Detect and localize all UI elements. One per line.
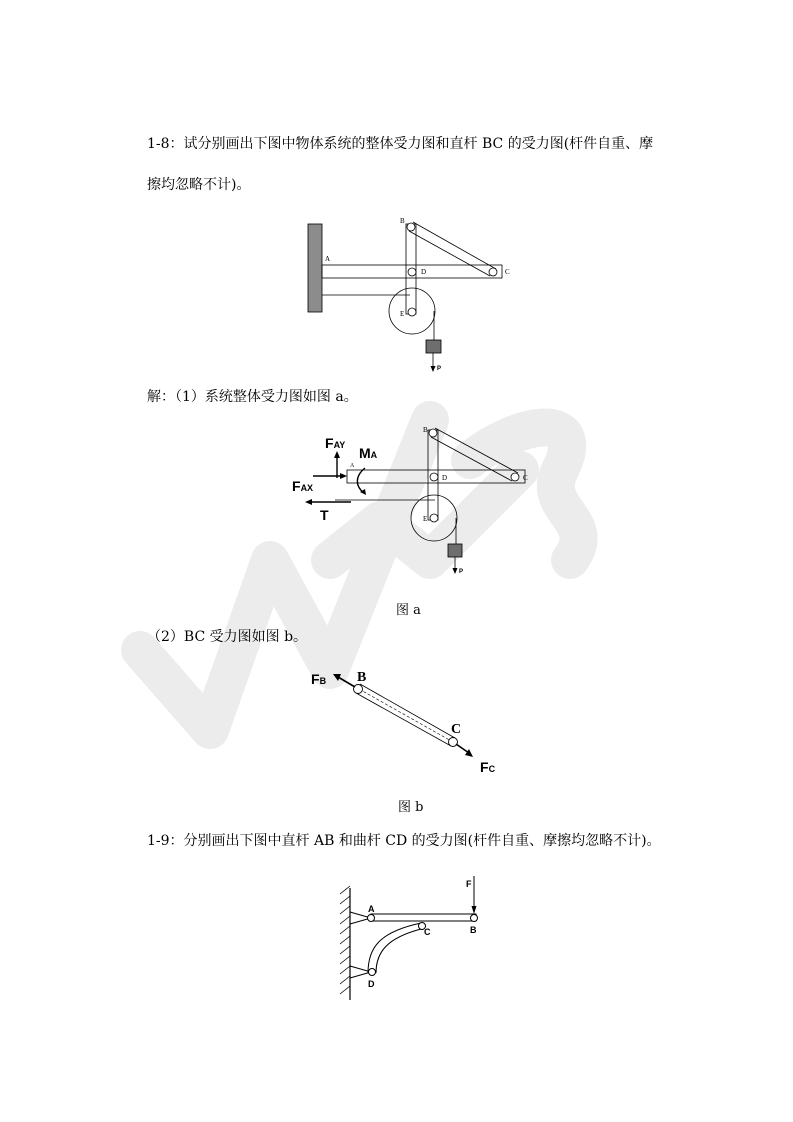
pin-c <box>489 268 497 276</box>
label-b: B <box>400 217 405 225</box>
label-fay: FAY <box>325 435 346 451</box>
load-f-arrowhead <box>472 906 477 914</box>
pin-b <box>471 915 478 922</box>
rod-bc-top <box>360 684 455 738</box>
problem-1-8-line1: 1-8：试分别画出下图中物体系统的整体受力图和直杆 BC 的受力图(杆件自重、摩 <box>147 136 654 152</box>
pin-c <box>511 473 519 481</box>
rod-bc-top <box>435 428 518 473</box>
moment-ma-arrow <box>357 468 365 493</box>
label-a: A <box>325 255 331 263</box>
pin-c <box>449 738 458 747</box>
label-c: C <box>451 722 462 737</box>
label-e: E <box>400 310 405 318</box>
label-b: B <box>423 426 428 434</box>
label-p: P <box>437 366 442 372</box>
load-p-arrowhead <box>431 366 436 372</box>
rod-bc-bottom <box>356 693 451 746</box>
beam-ab <box>371 914 476 921</box>
label-b: B <box>470 925 477 935</box>
label-t: T <box>320 507 329 523</box>
solution-1-text: 解：（1）系统整体受力图如图 a。 <box>147 389 358 405</box>
figure-b-rod-bc <box>305 660 515 780</box>
pin-b <box>354 685 363 694</box>
pin-b <box>429 429 437 437</box>
label-c: C <box>505 268 510 276</box>
figure-1-8-system <box>300 212 520 377</box>
solution-2-text: （2）BC 受力图如图 b。 <box>147 629 308 645</box>
label-a: A <box>350 463 355 469</box>
pin-d <box>408 268 416 276</box>
figure-1-9 <box>335 870 495 1005</box>
label-a: A <box>368 904 375 914</box>
weight-p <box>448 544 462 557</box>
label-d: D <box>421 268 427 276</box>
figure-a-caption: 图 a <box>396 603 421 618</box>
pin-a <box>368 915 375 922</box>
fixed-wall <box>308 224 322 312</box>
pin-d <box>430 473 438 481</box>
force-fc-arrow <box>456 744 469 753</box>
curved-rod-cd-inner <box>376 929 421 973</box>
figure-b-caption: 图 b <box>398 800 424 815</box>
label-ma: MA <box>359 445 378 461</box>
load-p-arrowhead <box>453 568 458 574</box>
curved-rod-cd-outer <box>368 923 421 973</box>
figure-a-free-body <box>285 420 535 585</box>
label-f: F <box>466 879 472 889</box>
label-e: E <box>423 515 428 523</box>
problem-1-8-line2: 擦均忽略不计)。 <box>147 177 251 193</box>
force-fay-arrowhead <box>334 451 340 458</box>
label-fax: FAX <box>292 478 314 494</box>
label-p: P <box>459 569 464 575</box>
label-fc: FC <box>480 759 496 775</box>
force-fb-arrow <box>338 677 355 687</box>
problem-1-9-text: 1-9：分别画出下图中直杆 AB 和曲杆 CD 的受力图(杆件自重、摩擦均忽略不计)。 <box>147 833 661 849</box>
label-fb: FB <box>311 671 327 687</box>
label-c: C <box>424 927 431 937</box>
tension-t-arrowhead <box>305 499 312 505</box>
rod-bc-top <box>413 222 496 269</box>
label-d: D <box>368 979 375 989</box>
pin-d <box>369 969 376 976</box>
wall-hatching <box>340 886 350 994</box>
force-fax-arrowhead <box>340 473 347 479</box>
pin-e <box>408 308 416 316</box>
weight-p <box>426 340 441 353</box>
label-b: B <box>357 670 367 685</box>
rod-bc-axis <box>359 689 453 742</box>
pin-b <box>407 223 415 231</box>
label-d: D <box>442 474 448 482</box>
label-c: C <box>523 474 528 482</box>
pin-e <box>430 514 438 522</box>
